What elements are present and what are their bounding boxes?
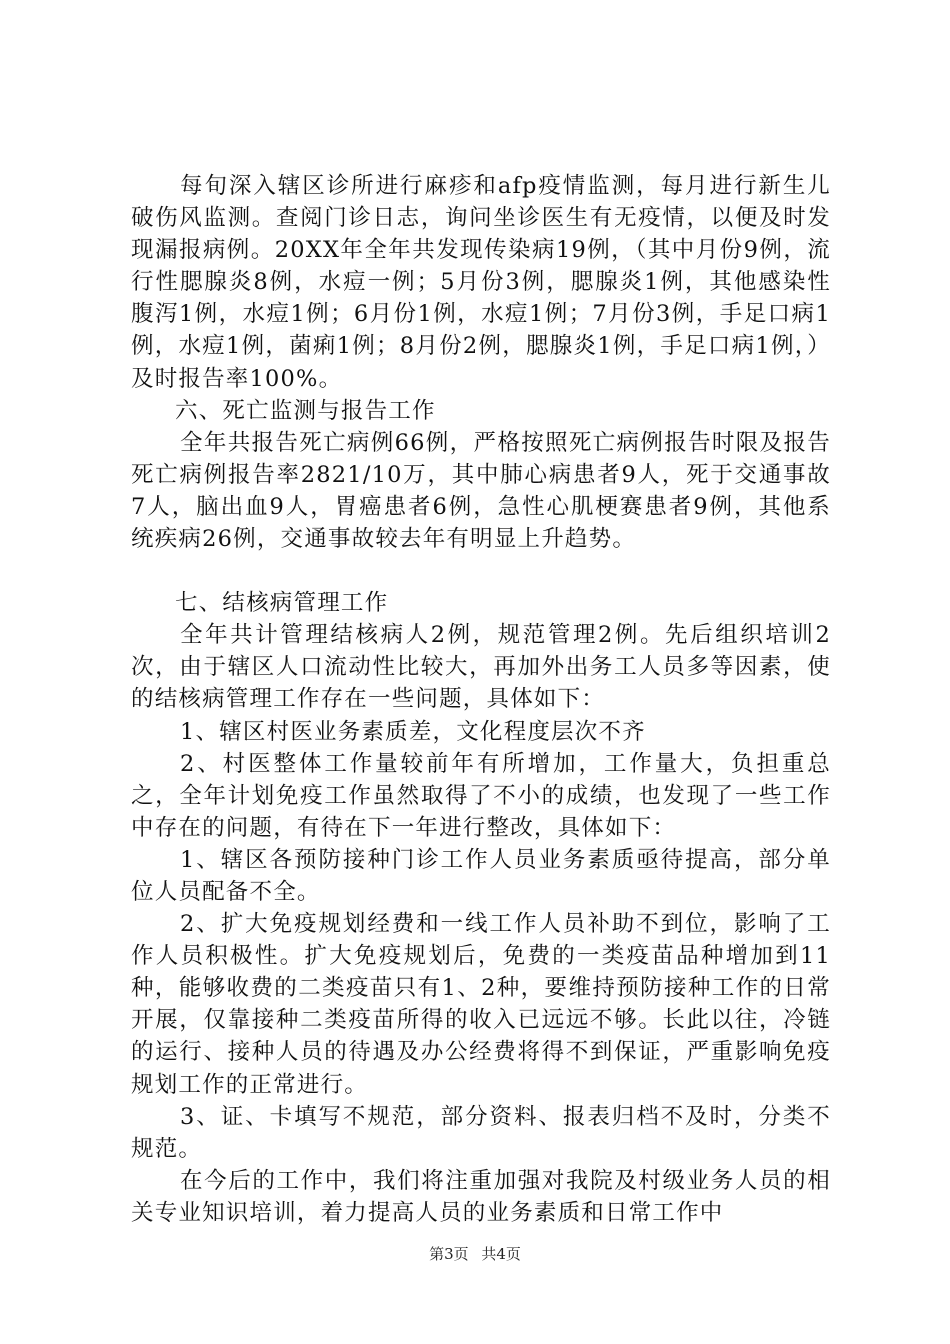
- heading-tuberculosis: 七、结核病管理工作: [175, 590, 389, 617]
- paragraph-future-work: 在今后的工作中，我们将注重加强对我院及村级业务人员的相关专业知识培训，着力提高人员的业务素质和日常工作中: [131, 1167, 831, 1226]
- list-item-problem-2: 2、扩大免疫规划经费和一线工作人员补助不到位，影响了工作人员积极性。扩大免疫规划后，免费的一类疫苗品种增加到11种，能够收费的二类疫苗只有1、2种，要维持预防接种工作的日常开展，仅靠接种二类疫苗所得的收入已远远不够。长此以往，冷链的运行、接种人员的待遇及办公经费将得不到保证，严重影响免疫规划工作的正常进行。: [131, 911, 831, 1098]
- heading-death-monitoring: 六、死亡监测与报告工作: [175, 397, 436, 424]
- paragraph-tuberculosis: 全年共计管理结核病人2例，规范管理2例。先后组织培训2次，由于辖区人口流动性比较大，再加外出务工人员多等因素，使的结核病管理工作存在一些问题，具体如下：: [131, 622, 831, 713]
- paragraph-death-report: 全年共报告死亡病例66例，严格按照死亡病例报告时限及报告死亡病例报告率2821/10万，其中肺心病患者9人，死于交通事故7人，脑出血9人，胃癌患者6例，急性心肌梗赛患者9例，其他系统疾病26例，交通事故较去年有明显上升趋势。: [131, 429, 831, 553]
- list-item-1: 1、辖区村医业务素质差，文化程度层次不齐: [180, 718, 646, 745]
- list-item-problem-1: 1、辖区各预防接种门诊工作人员业务素质亟待提高，部分单位人员配备不全。: [131, 846, 831, 905]
- page-number: 第3页: [429, 1245, 469, 1263]
- paragraph-surveillance: 每旬深入辖区诊所进行麻疹和afp疫情监测，每月进行新生儿破伤风监测。查阅门诊日志，询问坐诊医生有无疫情，以便及时发现漏报病例。20XX年全年共发现传染病19例，（其中月份9例，流行性腮腺炎8例，水痘一例；5月份3例，腮腺炎1例，其他感染性腹泻1例，水痘1例；6月份1例，水痘1例；7月份3例，手足口病1例，水痘1例，菌痢1例；8月份2例，腮腺炎1例，手足口病1例，）及时报告率100%。: [131, 173, 831, 392]
- list-item-2: 2、村医整体工作量较前年有所增加，工作量大，负担重总之，全年计划免疫工作虽然取得了不小的成绩，也发现了一些工作中存在的问题，有待在下一年进行整改，具体如下：: [131, 750, 831, 841]
- page-footer: [0, 1243, 950, 1264]
- document-body: [131, 170, 831, 1229]
- page-total: 共4页: [481, 1245, 521, 1263]
- list-item-problem-3: 3、证、卡填写不规范，部分资料、报表归档不及时，分类不规范。: [131, 1103, 831, 1162]
